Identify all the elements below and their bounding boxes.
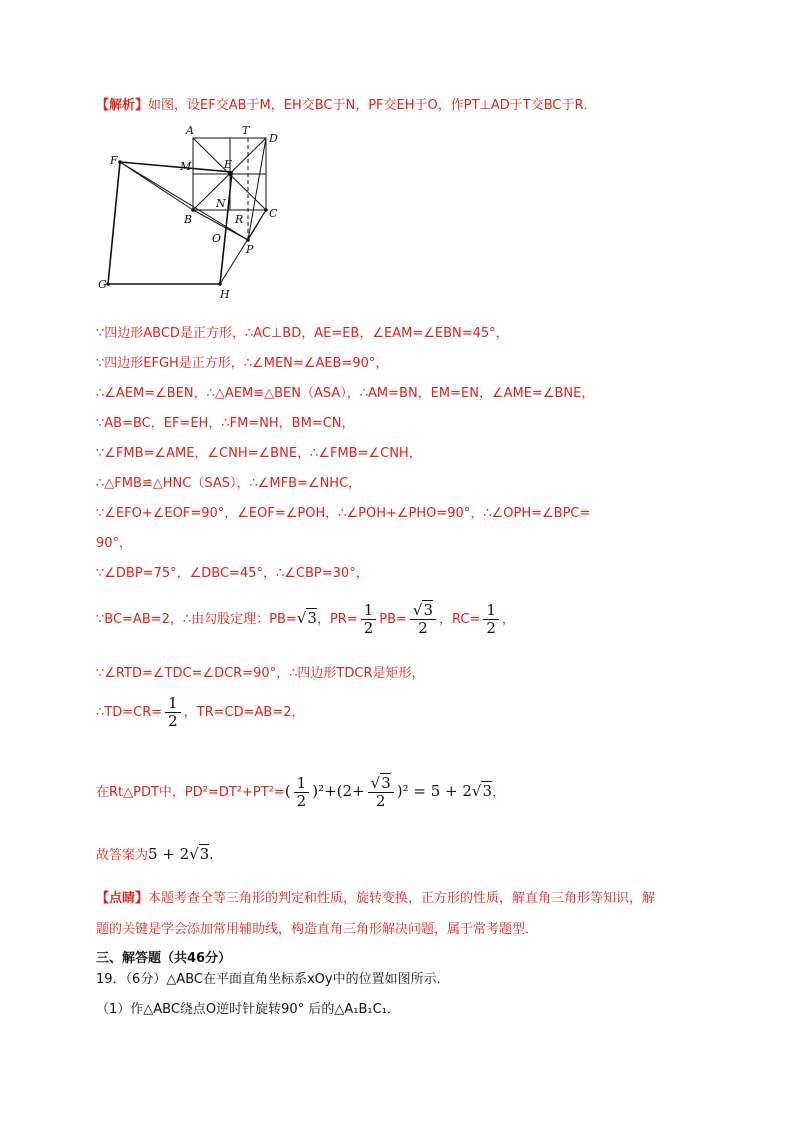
fraction-sqrt3-half bbox=[368, 775, 394, 810]
pb-sqrt-val: 3 bbox=[307, 609, 317, 627]
frac-num-sqrt-sym: √ bbox=[412, 601, 423, 619]
proof-line-13: 在Rt△PDT中，PD²=DT²+PT²=( $\frac{1}{2}$ )²+(2+ $\frac{√3}{2}$ )² = 5 + 2√3， bbox=[96, 774, 506, 810]
label-d: D bbox=[269, 132, 278, 145]
fraction-sqrt3-over-2 bbox=[410, 602, 436, 637]
answer-sqrt-sym: √ bbox=[189, 845, 199, 863]
frac-den: 2 bbox=[375, 792, 386, 810]
label-r: R bbox=[235, 213, 244, 226]
frac-num: 1 bbox=[483, 602, 499, 620]
answer-end: . bbox=[209, 848, 214, 863]
proof-line-3: ∴∠AEM=∠BEN，∴△AEM≌△BEN（ASA），∴AM=BN，EM=EN，∠AME=∠BNE， bbox=[96, 386, 595, 401]
square-efgh bbox=[108, 162, 232, 284]
answer-text: 故答案为 bbox=[96, 848, 149, 863]
answer-value-pre: 5 + 2 bbox=[148, 845, 190, 863]
label-n: N bbox=[216, 197, 226, 210]
proof-line-6: ∴△FMB≌△HNC（SAS），∴∠MFB=∠NHC， bbox=[96, 476, 362, 491]
label-t: T bbox=[242, 124, 250, 137]
frac-den: 2 bbox=[418, 619, 428, 637]
comment-line-1 bbox=[96, 890, 655, 908]
proof-line-12 bbox=[96, 693, 305, 733]
label-e: E bbox=[224, 158, 233, 171]
label-g: G bbox=[98, 278, 107, 291]
point-c bbox=[264, 208, 268, 212]
fraction-half-rc bbox=[483, 602, 499, 637]
frac-den: 2 bbox=[296, 792, 307, 810]
frac-num: 1 bbox=[294, 775, 310, 793]
analysis-intro-text: 如图，设EF交AB于M，EH交BC于N，PF交EH于O，作PT⊥AD于T交BC于R． bbox=[148, 98, 597, 113]
l13-sqrt3 bbox=[472, 781, 492, 800]
comment-line-2: 题的关键是学会添加常用辅助线，构造直角三角形解决问题，属于常考题型． bbox=[96, 922, 539, 937]
point-p bbox=[246, 238, 250, 242]
point-b bbox=[191, 208, 195, 212]
proof-line-5: ∵∠FMB=∠AME，∠CNH=∠BNE，∴∠FMB=∠CNH， bbox=[96, 446, 422, 461]
label-m: M bbox=[180, 160, 192, 173]
l13-f2-left: +(2+ bbox=[324, 782, 365, 800]
label-f: F bbox=[110, 154, 118, 167]
fraction-half-pr bbox=[361, 602, 377, 637]
proof-line-4: ∵AB=BC，EF=EH，∴FM=NH，BM=CN， bbox=[96, 416, 355, 431]
proof-line-1: ∵四边形ABCD是正方形，∴AC⊥BD，AE=EB，∠EAM=∠EBN=45°， bbox=[96, 326, 509, 341]
label-h: H bbox=[220, 288, 230, 301]
label-o: O bbox=[212, 232, 222, 245]
frac-den: 2 bbox=[363, 619, 374, 637]
fraction-one-half bbox=[294, 775, 310, 810]
l13-sqrt-sym: √ bbox=[471, 782, 482, 800]
l13-text-a: 在Rt△PDT中，PD²=DT²+PT²= bbox=[96, 785, 285, 800]
l10-text-a: ∵BC=AB=2，∴由勾股定理：PB= bbox=[96, 612, 297, 627]
label-p: P bbox=[246, 243, 254, 256]
frac-num-sqrt-val: 3 bbox=[381, 774, 391, 792]
comment-text-1: 本题考查全等三角形的判定和性质，旋转变换，正方形的性质，解直角三角形等知识，解 bbox=[148, 891, 656, 906]
proof-line-10 bbox=[96, 598, 515, 640]
l13-end: ， bbox=[492, 785, 506, 800]
proof-line-7: ∵∠EFO+∠EOF=90°，∠EOF=∠POH，∴∠POH+∠PHO=90°，∴∠OPH=∠BPC= bbox=[96, 506, 591, 521]
point-e bbox=[228, 172, 232, 176]
l10-text-e: ， bbox=[501, 612, 515, 627]
geometry-figure bbox=[96, 122, 296, 304]
label-a: A bbox=[186, 124, 194, 137]
l12-text-b: ，TR=CD=AB=2， bbox=[183, 705, 305, 720]
label-b: B bbox=[184, 213, 193, 226]
frac-num: 1 bbox=[165, 695, 181, 713]
frac-num bbox=[410, 602, 436, 620]
point-h bbox=[218, 282, 222, 286]
l10-text-b: ，PR= bbox=[316, 612, 358, 627]
frac-num bbox=[368, 775, 394, 793]
l10-text-d: ，RC= bbox=[439, 612, 481, 627]
section-title: 三、解答题（共46分） bbox=[96, 951, 232, 966]
l10-text-c: PB= bbox=[379, 612, 407, 627]
pb-sqrt3 bbox=[297, 608, 317, 627]
answer-value bbox=[148, 844, 209, 863]
frac-num-sqrt-sym: √ bbox=[370, 774, 381, 792]
label-c: C bbox=[269, 207, 278, 220]
question-19-line-2: （1）作△ABC绕点O逆时针旋转90° 后的△A₁B₁C₁． bbox=[96, 1002, 400, 1017]
fraction-half-td bbox=[165, 695, 181, 730]
proof-line-8: 90°， bbox=[96, 536, 133, 551]
frac-num-sqrt-val: 3 bbox=[423, 601, 434, 619]
l12-text-a: ∴TD=CR= bbox=[96, 705, 163, 720]
answer-line bbox=[96, 845, 213, 865]
proof-line-9: ∵∠DBP=75°，∠DBC=45°，∴∠CBP=30°， bbox=[96, 566, 369, 581]
analysis-tag: 【解析】 bbox=[96, 98, 149, 113]
pb-sqrt-sym: √ bbox=[296, 609, 307, 627]
l13-eq: )² = 5 + 2 bbox=[396, 782, 472, 800]
frac-den: 2 bbox=[168, 712, 178, 730]
comment-tag: 【点睛】 bbox=[96, 891, 149, 906]
point-f bbox=[118, 160, 122, 164]
frac-den: 2 bbox=[486, 619, 496, 637]
proof-line-2: ∵四边形EFGH是正方形，∴∠MEN=∠AEB=90°， bbox=[96, 356, 389, 371]
proof-line-11: ∵∠RTD=∠TDC=∠DCR=90°，∴四边形TDCR是矩形， bbox=[96, 666, 425, 681]
answer-sqrt-val: 3 bbox=[199, 845, 210, 863]
l13-sqrt-val: 3 bbox=[482, 782, 493, 800]
analysis-intro bbox=[96, 97, 597, 115]
question-19-line-1: 19．（6分）△ABC在平面直角坐标系xOy中的位置如图所示． bbox=[96, 972, 450, 987]
frac-num: 1 bbox=[361, 602, 377, 620]
